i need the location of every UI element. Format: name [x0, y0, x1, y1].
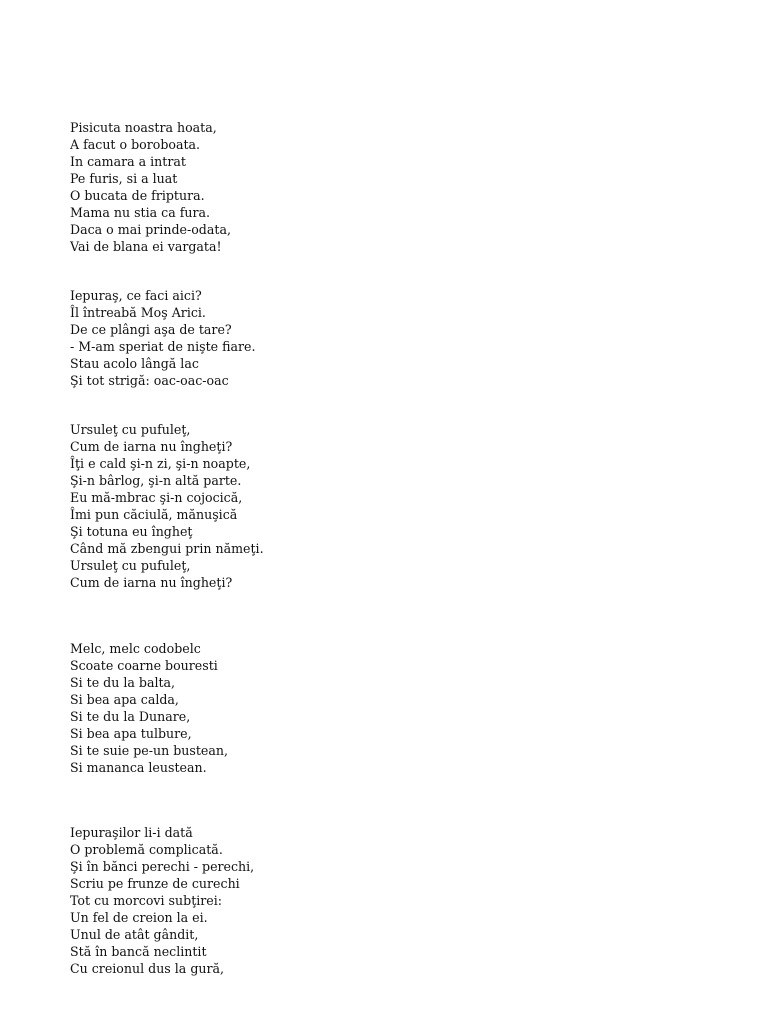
poem-line: Si bea apa calda, [70, 692, 179, 707]
poem-line: Stă în bancă neclintit [70, 944, 207, 959]
poem-stanza-iepurasilor [70, 824, 254, 977]
poem-line: Daca o mai prinde-odata, [70, 222, 231, 237]
poem-line: Si mananca leustean. [70, 760, 207, 775]
poem-line: Mama nu stia ca fura. [70, 205, 211, 220]
poem-stanza-iepuras [70, 287, 255, 389]
poem-line: Îl întreabă Moş Arici. [70, 305, 206, 320]
poem-line: Îmi pun căciulă, mănuşică [70, 507, 238, 522]
poem-line: Pe furis, si a luat [70, 171, 178, 186]
poem-line: Ursuleţ cu pufuleţ, [70, 558, 191, 573]
poem-line: Stau acolo lângă lac [70, 356, 199, 371]
poem-line: A facut o boroboata. [70, 137, 201, 152]
poem-line: Melc, melc codobelc [70, 641, 201, 656]
poem-stanza-pisicuta [70, 119, 231, 255]
poem-line: Vai de blana ei vargata! [70, 239, 222, 254]
poem-line: Tot cu morcovi subţirei: [70, 893, 223, 908]
poem-line: Ursuleţ cu pufuleţ, [70, 422, 191, 437]
poem-line: Eu mă-mbrac şi-n cojocică, [70, 490, 243, 505]
poem-line: Cum de iarna nu îngheţi? [70, 575, 233, 590]
poem-line: Si te suie pe-un bustean, [70, 743, 228, 758]
poem-stanza-melc [70, 640, 228, 776]
poem-line: Iepuraş, ce faci aici? [70, 288, 202, 303]
poem-line: De ce plângi aşa de tare? [70, 322, 232, 337]
poem-line: Un fel de creion la ei. [70, 910, 208, 925]
poem-line: Scriu pe frunze de curechi [70, 876, 240, 891]
poem-line: Cu creionul dus la gură, [70, 961, 225, 976]
poem-line: Scoate coarne bouresti [70, 658, 218, 673]
poem-line: O bucata de friptura. [70, 188, 205, 203]
poem-line: O problemă complicată. [70, 842, 223, 857]
poem-line: Si bea apa tulbure, [70, 726, 192, 741]
poem-stanza-ursulet [70, 421, 264, 591]
poem-line: Îţi e cald şi-n zi, şi-n noapte, [70, 456, 251, 471]
poem-line: Şi totuna eu îngheţ [70, 524, 193, 539]
poem-line: Iepuraşilor li-i dată [70, 825, 193, 840]
poem-line: Când mă zbengui prin nămeţi. [70, 541, 264, 556]
poem-line: Unul de atât gândit, [70, 927, 199, 942]
poem-line: - M-am speriat de nişte fiare. [70, 339, 256, 354]
poem-line: Şi tot strigă: oac-oac-oac [70, 373, 229, 388]
poem-line: In camara a intrat [70, 154, 186, 169]
poem-line: Si te du la balta, [70, 675, 176, 690]
poem-line: Şi în bănci perechi - perechi, [70, 859, 255, 874]
poem-line: Cum de iarna nu îngheţi? [70, 439, 233, 454]
poem-line: Şi-n bârlog, şi-n altă parte. [70, 473, 242, 488]
poem-line: Si te du la Dunare, [70, 709, 191, 724]
poem-line: Pisicuta noastra hoata, [70, 120, 217, 135]
